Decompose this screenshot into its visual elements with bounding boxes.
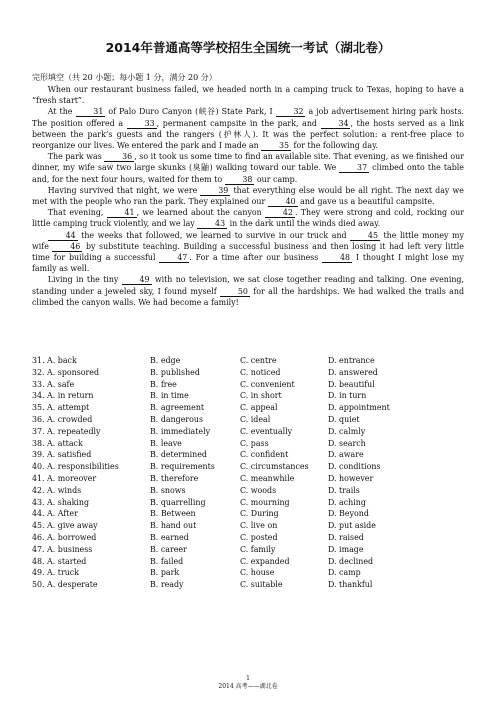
option-row bbox=[32, 461, 472, 473]
option-a: 36. A. crowded bbox=[32, 414, 93, 424]
option-row bbox=[32, 567, 472, 579]
option-c: C. family bbox=[240, 544, 276, 554]
blank-46: 46 bbox=[52, 242, 82, 252]
option-c: C. ideal bbox=[240, 414, 271, 424]
option-c: C. centre bbox=[240, 356, 277, 365]
option-d: D. aching bbox=[328, 497, 366, 507]
blank-44: 44 bbox=[48, 231, 78, 241]
option-row bbox=[32, 508, 472, 520]
option-a: 41. A. moreover bbox=[32, 473, 97, 483]
option-d: D. answered bbox=[328, 367, 378, 377]
option-b: B. snows bbox=[150, 485, 186, 495]
option-c: C. appeal bbox=[240, 403, 278, 413]
option-b: B. career bbox=[150, 544, 187, 554]
option-b: B. therefore bbox=[150, 473, 199, 483]
passage-paragraph: The park was 36 , so it took us some time to find an available site. That evening, as we finished our dinner, my wife saw two large skunks (臭鼬) walking toward our table. We 37 climbed onto the table and, for the next four hours, waited for them to 38 our camp. bbox=[32, 152, 464, 184]
option-row bbox=[32, 402, 472, 414]
option-d: D. beautiful bbox=[328, 379, 375, 389]
option-b: B. free bbox=[150, 379, 177, 389]
option-b: B. dangerous bbox=[150, 414, 204, 424]
blank-50: 50 bbox=[220, 287, 250, 297]
blank-38: 38 bbox=[225, 175, 255, 185]
option-d: D. Beyond bbox=[328, 509, 369, 519]
option-a: 35. A. attempt bbox=[32, 403, 90, 413]
answer-options bbox=[32, 355, 472, 591]
option-a: 31. A. back bbox=[32, 356, 77, 365]
option-d: D. image bbox=[328, 544, 364, 554]
option-d: D. aware bbox=[328, 450, 364, 460]
option-row bbox=[32, 438, 472, 450]
blank-34: 34 bbox=[321, 119, 351, 129]
option-d: D. declined bbox=[328, 556, 374, 566]
option-row bbox=[32, 579, 472, 591]
option-d: D. raised bbox=[328, 532, 364, 542]
option-a: 44. A. After bbox=[32, 509, 78, 519]
passage-paragraph: When our restaurant business failed, we headed north in a camping truck to Texas, hoping to have a “fresh start”. bbox=[32, 85, 464, 106]
option-b: B. Between bbox=[150, 509, 196, 519]
blank-35: 35 bbox=[261, 141, 291, 151]
option-b: B. in time bbox=[150, 391, 189, 401]
option-b: B. quarrelling bbox=[150, 497, 206, 507]
passage-paragraph: 44 the weeks that followed, we learned to survive in our truck and 45 the little money my wife 46 by substitute teaching. Building a successful business and then losing it had left very little time for building a successful 47 . For a time after our business 48 I thought I might lose my family as well. bbox=[32, 230, 464, 274]
option-c: C. circumstances bbox=[240, 462, 309, 472]
option-c: C. eventually bbox=[240, 426, 293, 436]
blank-32: 32 bbox=[276, 107, 306, 117]
option-c: C. confident bbox=[240, 450, 289, 460]
option-c: C. noticed bbox=[240, 367, 281, 377]
option-b: B. failed bbox=[150, 556, 184, 566]
option-d: D. calmly bbox=[328, 426, 366, 436]
option-d: D. put aside bbox=[328, 521, 376, 531]
option-a: 45. A. give away bbox=[32, 521, 98, 531]
option-b: B. edge bbox=[150, 356, 181, 365]
passage-paragraph: Having survived that night, we were 39 that everything else would be all right. The next day we met with the people who ran the park. They explained our 40 and gave us a beautiful campsite. bbox=[32, 185, 464, 207]
option-d: D. however bbox=[328, 473, 374, 483]
option-d: D. trails bbox=[328, 485, 360, 495]
option-b: B. requirements bbox=[150, 462, 215, 472]
option-row bbox=[32, 473, 472, 485]
option-d: D. quiet bbox=[328, 414, 360, 424]
option-row bbox=[32, 367, 472, 379]
option-d: D. appointment bbox=[328, 403, 390, 413]
option-a: 40. A. responsibilities bbox=[32, 462, 119, 472]
option-b: B. immediately bbox=[150, 426, 211, 436]
option-a: 50. A. desperate bbox=[32, 580, 98, 590]
option-c: C. suitable bbox=[240, 580, 283, 590]
option-row bbox=[32, 497, 472, 509]
option-b: B. determined bbox=[150, 450, 207, 460]
option-c: C. During bbox=[240, 509, 279, 519]
option-a: 48. A. started bbox=[32, 556, 87, 566]
option-row bbox=[32, 390, 472, 402]
option-row bbox=[32, 544, 472, 556]
section-heading: 完形填空（共 20 小题；每小题 1 分，满分 20 分） bbox=[32, 73, 217, 82]
option-a: 49. A. truck bbox=[32, 568, 79, 578]
option-b: B. ready bbox=[150, 580, 184, 590]
blank-40: 40 bbox=[268, 197, 298, 207]
option-row bbox=[32, 520, 472, 532]
option-c: C. posted bbox=[240, 532, 278, 542]
option-row bbox=[32, 414, 472, 426]
blank-45: 45 bbox=[350, 231, 380, 241]
option-a: 42. A. winds bbox=[32, 485, 82, 495]
option-d: D. thankful bbox=[328, 580, 373, 590]
option-d: D. search bbox=[328, 438, 366, 448]
option-a: 43. A. shaking bbox=[32, 497, 90, 507]
cloze-passage bbox=[32, 84, 464, 308]
option-row bbox=[32, 532, 472, 544]
option-b: B. published bbox=[150, 367, 200, 377]
passage-paragraph: That evening, 41 , we learned about the canyon 42 . They were strong and cold, rocking our little camping truck violently, and we lay 43 in the dark until the winds died away. bbox=[32, 208, 465, 229]
page-title: 2014年普通高等学校招生全国统一考试（湖北卷） bbox=[105, 40, 391, 55]
blank-37: 37 bbox=[339, 163, 369, 173]
footer-label: 2014 高考——湖北卷 bbox=[218, 683, 278, 690]
option-c: C. convenient bbox=[240, 379, 295, 389]
blank-31: 31 bbox=[76, 107, 106, 117]
option-c: C. house bbox=[240, 568, 275, 578]
option-d: D. conditions bbox=[328, 462, 381, 472]
option-row bbox=[32, 379, 472, 391]
option-a: 34. A. in return bbox=[32, 391, 94, 401]
option-row bbox=[32, 485, 472, 497]
option-row bbox=[32, 556, 472, 568]
blank-49: 49 bbox=[122, 275, 152, 285]
option-row bbox=[32, 449, 472, 461]
option-b: B. leave bbox=[150, 438, 182, 448]
option-b: B. agreement bbox=[150, 403, 205, 413]
option-c: C. woods bbox=[240, 485, 277, 495]
blank-47: 47 bbox=[159, 253, 189, 263]
blank-39: 39 bbox=[200, 186, 230, 196]
blank-41: 41 bbox=[107, 208, 137, 218]
option-d: D. entrance bbox=[328, 356, 375, 365]
option-row bbox=[32, 355, 472, 367]
option-b: B. earned bbox=[150, 532, 189, 542]
option-b: B. park bbox=[150, 568, 180, 578]
passage-paragraph: At the 31 of Palo Duro Canyon (峡谷) State Park, I 32 a job advertisement hiring park hosts. The position offered a 33 , permanent campsite in the park, and 34 , the hosts served as a link between the park’s guests and the rangers (护林人). It was the perfect solution: a rent-free place to reorganize our lives. We entered the park and I made an 35 for the following day. bbox=[32, 107, 464, 151]
option-c: C. expanded bbox=[240, 556, 290, 566]
option-d: D. in turn bbox=[328, 391, 367, 401]
option-a: 47. A. business bbox=[32, 544, 93, 554]
blank-43: 43 bbox=[197, 219, 227, 229]
blank-48: 48 bbox=[322, 253, 352, 263]
option-a: 32. A. sponsored bbox=[32, 367, 99, 377]
option-row bbox=[32, 426, 472, 438]
option-c: C. live on bbox=[240, 521, 278, 531]
option-a: 46. A. borrowed bbox=[32, 532, 97, 542]
blank-33: 33 bbox=[127, 119, 157, 129]
option-a: 39. A. satisfied bbox=[32, 450, 92, 460]
blank-42: 42 bbox=[265, 208, 295, 218]
option-c: C. mourning bbox=[240, 497, 290, 507]
option-a: 38. A. attack bbox=[32, 438, 83, 448]
option-d: D. camp bbox=[328, 568, 361, 578]
option-c: C. in short bbox=[240, 391, 282, 401]
option-c: C. pass bbox=[240, 438, 269, 448]
option-a: 37. A. repeatedly bbox=[32, 426, 101, 436]
option-c: C. meanwhile bbox=[240, 473, 295, 483]
blank-36: 36 bbox=[104, 152, 134, 162]
option-a: 33. A. safe bbox=[32, 379, 75, 389]
option-b: B. hand out bbox=[150, 521, 197, 531]
passage-paragraph: Living in the tiny 49 with no television, we sat close together reading and talking. One evening, standing under a jeweled sky, I found myself 50 for all the hardships. We had walked the trails and climbed the canyon walls. We had become a family! bbox=[32, 275, 464, 307]
page-number: 1 bbox=[246, 675, 250, 682]
